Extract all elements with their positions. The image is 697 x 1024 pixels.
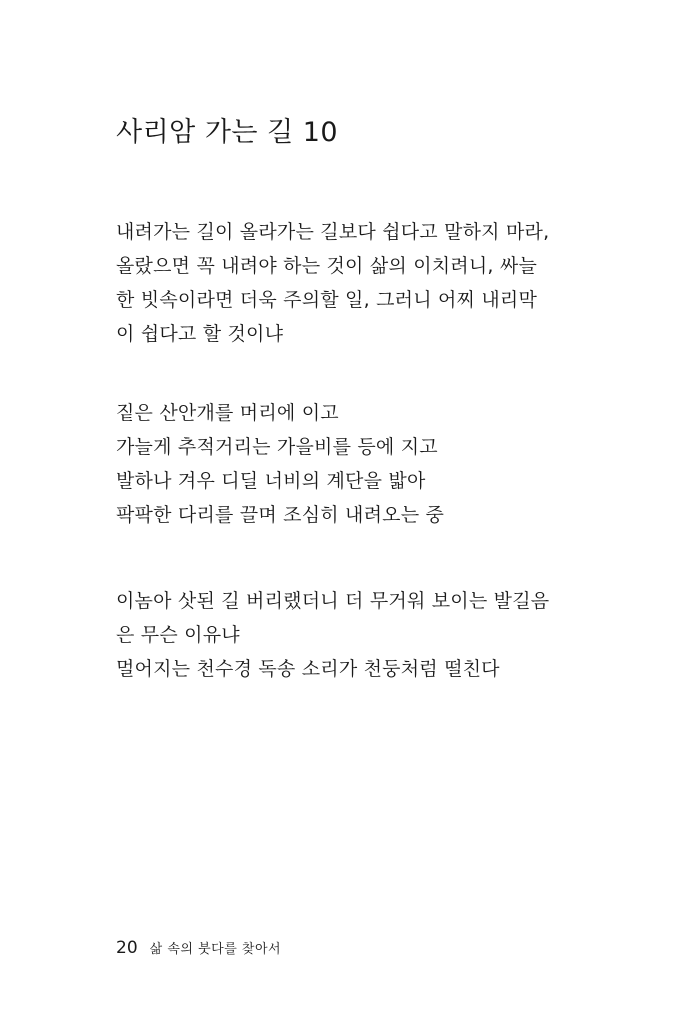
page-number: 20 xyxy=(116,938,138,958)
poem-line: 이 쉽다고 할 것이냐 xyxy=(116,323,284,345)
poem-line: 올랐으면 꼭 내려야 하는 것이 삶의 이치려니, 싸늘 xyxy=(116,255,537,277)
poem-line: 멀어지는 천수경 독송 소리가 천둥처럼 떨친다 xyxy=(116,658,500,680)
poem-line: 은 무슨 이유냐 xyxy=(116,624,240,646)
page-footer xyxy=(116,938,281,958)
poem-line: 가늘게 추적거리는 가을비를 등에 지고 xyxy=(116,436,438,458)
running-title: 삶 속의 붓다를 찾아서 xyxy=(149,942,282,957)
stanza-2 xyxy=(116,396,556,532)
poem-line: 한 빗속이라면 더욱 주의할 일, 그러니 어찌 내리막 xyxy=(116,289,537,311)
poem-line: 짙은 산안개를 머리에 이고 xyxy=(116,402,339,424)
poem-line: 팍팍한 다리를 끌며 조심히 내려오는 중 xyxy=(116,504,445,526)
stanza-3 xyxy=(116,584,556,686)
poem-line: 발하나 겨우 디딜 너비의 계단을 밟아 xyxy=(116,470,426,492)
poem-line: 내려가는 길이 올라가는 길보다 쉽다고 말하지 마라, xyxy=(116,221,550,243)
stanza-1 xyxy=(116,215,556,351)
poem-title: 사리암 가는 길 10 xyxy=(116,117,339,148)
poem-line: 이놈아 삿된 길 버리랬더니 더 무거워 보이는 발길음 xyxy=(116,590,550,612)
